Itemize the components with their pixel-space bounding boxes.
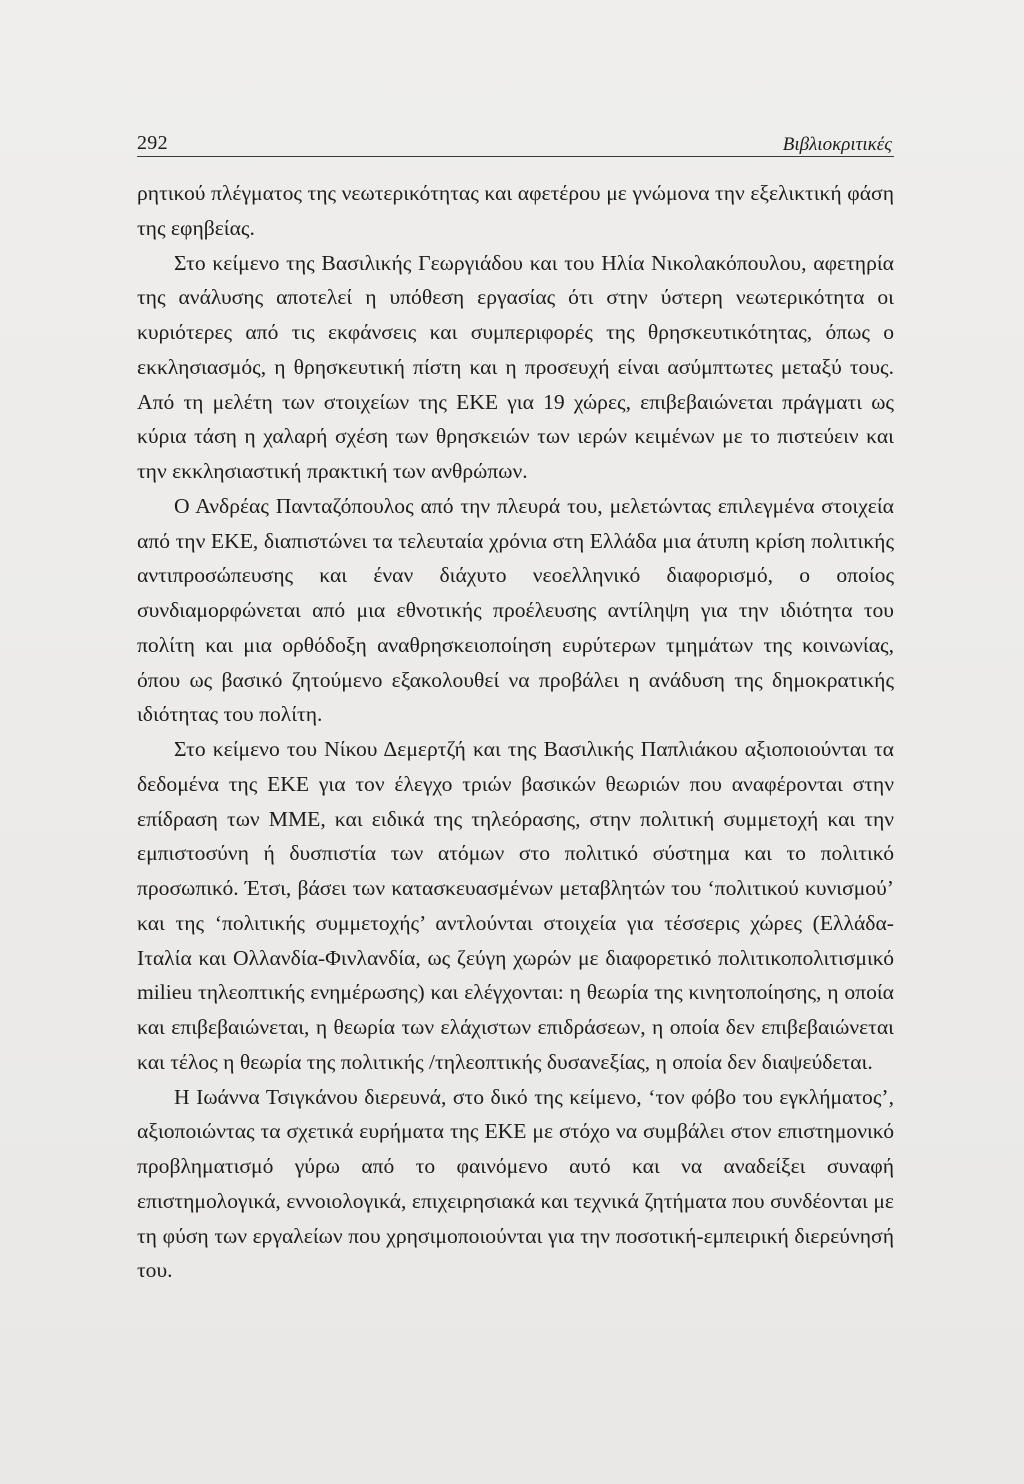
paragraph-tsiganou: Η Ιωάννα Τσιγκάνου διερευνά, στο δικό της κείμενο, ‘τον φόβο του εγκλήματος’, αξιοποιώντας τα σχετικά ευρήματα της ΕΚΕ με στόχο να συμβάλει στον επιστημονικό προβληματισμό γύρω από το φαινόμενο αυτό και να αναδείξει συναφή επιστημολογικά, εννοιολογικά, επιχειρησιακά και τεχνικά ζητήματα που συνδέονται με τη φύση των εργαλείων που χρησιμοποιούνται για την ποσοτική-εμπειρική διερεύνησή του. [137,1084,894,1283]
body-text [137,176,894,1288]
paragraph-demertzis-papliakou: Στο κείμενο του Νίκου Δεμερτζή και της Βασιλικής Παπλιάκου αξιοποιούνται τα δεδομένα της ΕΚΕ για τον έλεγχο τριών βασικών θεωριών που αναφέρονται στην επίδραση των ΜΜΕ, και ειδικά της τηλεόρασης, στην πολιτική συμμετοχή και την εμπιστοσύνη ή δυσπιστία των ατόμων στο πολιτικό σύστημα και το πολιτικό προσωπικό. Έτσι, βάσει των κατασκευασμένων μεταβλητών του ‘πολιτικού κυνισμού’ και της ‘πολιτικής συμμετοχής’ αντλούνται στοιχεία για τέσσερις χώρες (Ελλάδα-Ιταλία και Ολλανδία-Φινλανδία, ως ζεύγη χωρών με διαφορετικό πολιτικοπολιτισμικό milieu τηλεοπτικής ενημέρωσης) και ελέγχονται: η θεωρία της κινητοποίησης, η οποία και επιβεβαιώνεται, η θεωρία των ελάχιστων επιδράσεων, η οποία δεν επιβεβαιώνεται και τέλος η θεωρία της πολιτικής /τηλεοπτικής δυσανεξίας, η οποία δεν διαψεύδεται. [137,737,894,1074]
page-number: 292 [137,132,168,154]
paragraph-continuation: ρητικού πλέγματος της νεωτερικότητας και αφετέρου με γνώμονα την εξελικτική φάση της εφηβείας. [137,181,894,240]
paragraph-pantazopoulos: Ο Ανδρέας Πανταζόπουλος από την πλευρά του, μελετώντας επιλεγμένα στοιχεία από την ΕΚΕ, διαπιστώνει τα τελευταία χρόνια στη Ελλάδα μια άτυπη κρίση πολιτικής αντιπροσώπευσης και έναν διάχυτο νεοελληνικό διαφορισμό, ο οποίος συνδιαμορφώνεται από μια εθνοτικής προέλευσης αντίληψη για την ιδιότητα του πολίτη και μια ορθόδοξη αναθρησκειοποίηση ευρύτερων τμημάτων της κοινωνίας, όπου ως βασικό ζητούμενο εξακολουθεί να προβάλει η ανάδυση της δημοκρατικής ιδιότητας του πολίτη. [137,493,894,727]
section-title: Βιβλιοκριτικές [782,134,892,155]
paragraph-georgiadou-nikolakopoulos: Στο κείμενο της Βασιλικής Γεωργιάδου και του Ηλία Νικολακόπουλου, αφετηρία της ανάλυσης αποτελεί η υπόθεση εργασίας ότι στην ύστερη νεωτερικότητα οι κυριότερες από τις εκφάνσεις και συμπεριφορές της θρησκευτικότητας, όπως ο εκκλησιασμός, η θρησκευτική πίστη και η προσευχή είναι ασύμπτωτες μεταξύ τους. Από τη μελέτη των στοιχείων της ΕΚΕ για 19 χώρες, επιβεβαιώνεται πράγματι ως κύρια τάση η χαλαρή σχέση των θρησκειών των ιερών κειμένων με το πιστεύειν και την εκκλησιαστική πρακτική των ανθρώπων. [137,250,894,483]
running-header [137,128,894,157]
